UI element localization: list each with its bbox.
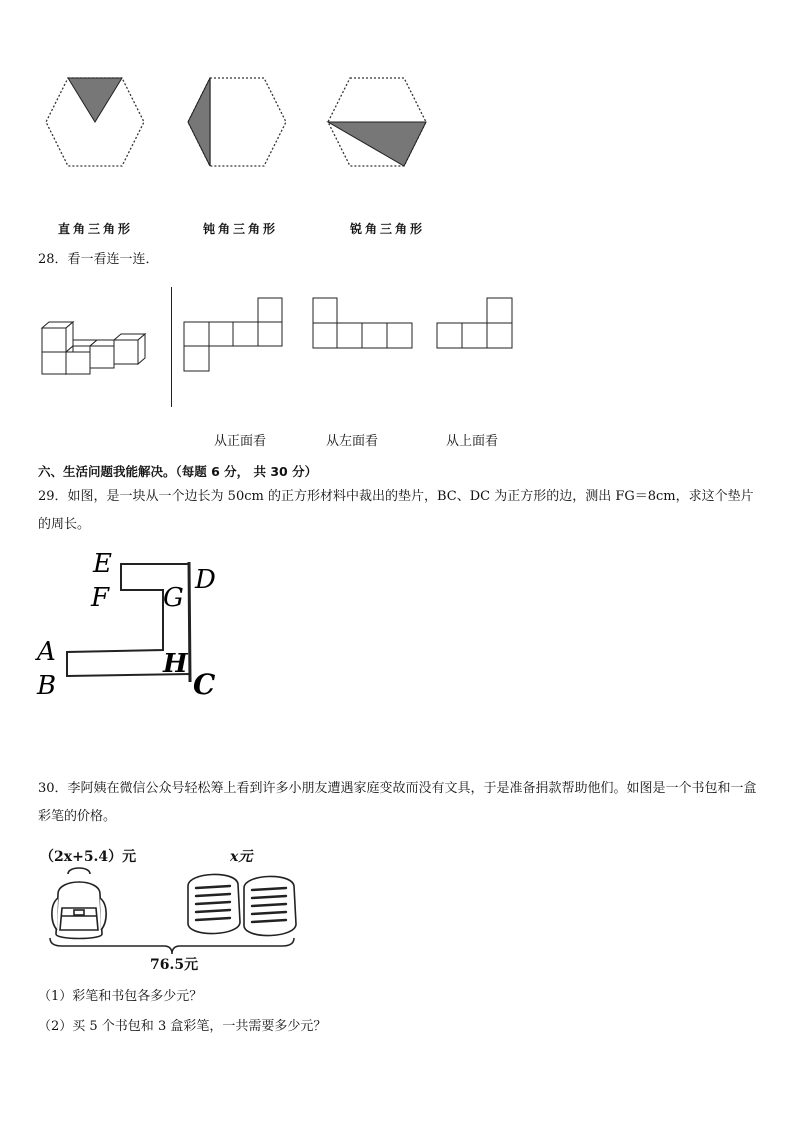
label-E: E	[93, 549, 112, 579]
hexagon-obtuse-triangle	[182, 76, 292, 168]
gasket-figure	[35, 550, 235, 700]
label-A: A	[37, 637, 56, 667]
caption-obtuse-triangle: 钝角三角形	[203, 222, 279, 236]
section-6-title: 六、生活问题我能解决。（每题 6 分， 共 30 分）	[38, 464, 318, 479]
view-option-3	[436, 297, 514, 349]
backpack-icon	[48, 864, 110, 944]
cube-stack-figure	[40, 318, 155, 378]
label-H: H	[163, 649, 188, 679]
label-B: B	[37, 671, 57, 701]
label-D: D	[195, 565, 216, 595]
label-F: F	[91, 583, 110, 613]
colored-pens-icon	[182, 866, 302, 946]
hexagon-right-triangle	[40, 76, 150, 168]
question-30-part-2: （2）买 5 个书包和 3 盒彩笔，一共需要多少元？	[38, 1019, 327, 1034]
label-C: C	[193, 668, 216, 701]
caption-right-triangle: 直角三角形	[58, 222, 134, 236]
view-left-label: 从左面看	[326, 434, 379, 449]
question-30: 30．李阿姨在微信公众号轻松筹上看到许多小朋友遭遇家庭变故而没有文具，于是准备捐款帮助他们。如图是一个书包和一盒彩笔的价格。	[38, 781, 757, 824]
view-option-2	[312, 297, 414, 349]
view-front-label: 从正面看	[214, 434, 267, 449]
question-28: 28．看一看连一连．	[38, 252, 159, 267]
question-29: 29．如图，是一块从一个边长为 50cm 的正方形材料中裁出的垫片，BC、DC 为正方形的边，测出 FG＝8cm，求这个垫片的周长。	[38, 489, 754, 532]
caption-acute-triangle: 锐角三角形	[350, 222, 426, 236]
pen-price-label: x元	[230, 849, 253, 865]
view-top-label: 从上面看	[446, 434, 499, 449]
label-G: G	[163, 583, 184, 613]
total-price-label: 76.5元	[150, 957, 199, 973]
hexagon-acute-triangle	[322, 76, 432, 168]
view-option-1	[183, 297, 283, 373]
divider-line	[171, 287, 172, 407]
question-30-part-1: （1）彩笔和书包各多少元？	[38, 989, 203, 1004]
bag-price-label: （2x+5.4）元	[40, 849, 137, 865]
